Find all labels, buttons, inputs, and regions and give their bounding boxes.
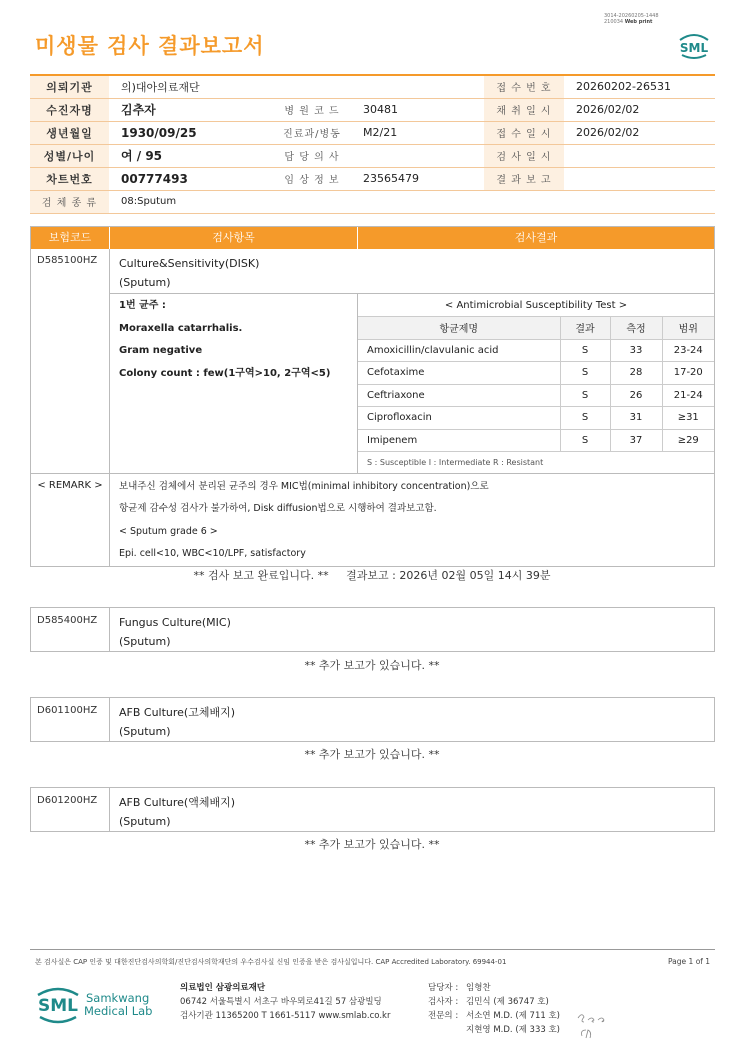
info-label: 검 사 일 시 [484,144,564,167]
test-name: Culture&Sensitivity(DISK) (Sputum) [110,249,714,294]
report-complete-notice: ** 검사 보고 완료입니다. ** 결과보고 : 2026년 02월 05일 14시 39분 [193,569,551,582]
test-name: AFB Culture(고체배지) (Sputum) [119,706,236,738]
info-value: 김추자 [109,98,273,121]
remark-label: < REMARK > [31,474,110,566]
remark-line: < Sputum grade 6 > [119,525,218,537]
info-value [351,144,484,167]
info-row [30,144,715,167]
insurance-code: D585400HZ [31,608,110,651]
svg-text:Samkwang: Samkwang [86,991,150,1005]
test-name: Fungus Culture(MIC) (Sputum) [119,616,231,648]
ast-row: Cefotaxime S 28 17-20 [358,362,714,385]
info-value: 1930/09/25 [109,121,273,144]
info-label: 병 원 코 드 [273,98,351,121]
info-row [30,98,715,121]
additional-report-notice: ** 추가 보고가 있습니다. ** [304,748,440,761]
additional-report-notice: ** 추가 보고가 있습니다. ** [304,659,440,672]
footer-divider [30,949,715,950]
remark-line: Epi. cell<10, WBC<10/LPF, satisfactory [119,548,306,559]
pending-test-row [30,787,715,832]
pending-test-row [30,697,715,742]
info-label: 담 당 의 사 [273,144,351,167]
info-value: 여 / 95 [109,144,273,167]
ast-header: 측정 [610,317,662,340]
organism-info: 1번 균주 : Moraxella catarrhalis. Gram negative Colony count : few(1구역>10, 2구역<5) [110,294,358,473]
info-value: 00777493 [109,167,273,190]
info-value: 30481 [351,98,484,121]
ast-row: Ciprofloxacin S 31 ≥31 [358,407,714,430]
info-label: 수진자명 [30,98,109,121]
info-row [30,121,715,144]
page-number: Page 1 of 1 [668,957,711,966]
test-row [31,249,714,473]
info-value: 2026/02/02 [564,98,715,121]
info-label: 의뢰기관 [30,75,109,98]
info-row [30,75,715,98]
info-label: 진료과/병동 [273,121,351,144]
insurance-code: D601200HZ [31,788,110,831]
info-value: 의)대아의료재단 [109,75,484,98]
column-header: 보험코드 [31,227,110,249]
ast-row: Imipenem S 37 ≥29 [358,429,714,452]
ast-row: Ceftriaxone S 26 21-24 [358,384,714,407]
results-table [30,226,715,567]
info-value: M2/21 [351,121,484,144]
info-label: 접 수 번 호 [484,75,564,98]
insurance-code: D601100HZ [31,698,110,741]
signature-icon [574,1008,608,1042]
ast-header: 결과 [560,317,610,340]
info-label: 차트번호 [30,167,109,190]
info-label: 검 체 종 류 [30,190,109,213]
ast-legend: S : Susceptible I : Intermediate R : Resistant [367,457,544,467]
sml-logo-icon [674,28,714,60]
remark-section [31,473,714,566]
patient-info-table [30,74,715,214]
info-label: 결 과 보 고 [484,167,564,190]
info-value [564,144,715,167]
column-header: 검사항목 [110,227,358,249]
svg-text:SML: SML [38,996,78,1016]
test-name: AFB Culture(액체배지) (Sputum) [119,796,236,828]
svg-text:Medical Lab: Medical Lab [84,1004,153,1018]
ast-header: 항균제명 [358,317,560,340]
insurance-code: D585100HZ [31,249,110,473]
info-value: 20260202-26531 [564,75,715,98]
ast-row: Amoxicillin/clavulanic acid S 33 23-24 [358,339,714,362]
info-row [30,190,715,213]
samkwang-logo-icon [36,983,156,1025]
info-label: 임 상 정 보 [273,167,351,190]
staff-list: 담당자 : 임형찬 검사자 : 김민식 (제 36747 호) 전문의 : 서소연 M.D. (제 711 호) 지현영 M.D. (제 333 호) [428,983,561,1035]
ast-title: < Antimicrobial Susceptibility Test > [358,294,714,317]
column-header: 검사결과 [514,231,558,244]
additional-report-notice: ** 추가 보고가 있습니다. ** [304,838,440,851]
info-value [564,167,715,190]
info-row [30,167,715,190]
info-label: 접 수 일 시 [484,121,564,144]
info-label: 채 취 일 시 [484,98,564,121]
organization-info: 의료법인 삼광의료재단 06742 서울특별시 서초구 바우뫼로41길 57 삼광빌딩 검사기관 11365200 T 1661-5117 www.smlab.co.kr [180,983,391,1021]
susceptibility-table [358,294,714,473]
info-value: 23565479 [351,167,484,190]
results-header [31,227,714,249]
pending-test-row [30,607,715,652]
ast-header: 범위 [662,317,714,340]
info-label: 성별/나이 [30,144,109,167]
certification-note: 본 검사실은 CAP 인증 및 대한진단검사의학회/진단검사의학재단의 우수검사실 신임 인증을 받은 검사실입니다. CAP Accredited Laboratory. 69944-01 [35,958,507,966]
svg-text:SML: SML [679,41,709,55]
info-value: 2026/02/02 [564,121,715,144]
remark-line: 보내주신 검체에서 분리된 균주의 경우 MIC법(minimal inhibitory concentration)으로 [119,480,489,492]
info-label: 생년월일 [30,121,109,144]
report-title: 미생물 검사 결과보고서 [35,34,265,58]
info-value: 08:Sputum [109,190,715,213]
remark-line: 항균제 감수성 검사가 불가하여, Disk diffusion법으로 시행하여 결과보고함. [119,503,437,514]
print-code: 3014-20260205-1448 210034 Web print [604,13,659,25]
